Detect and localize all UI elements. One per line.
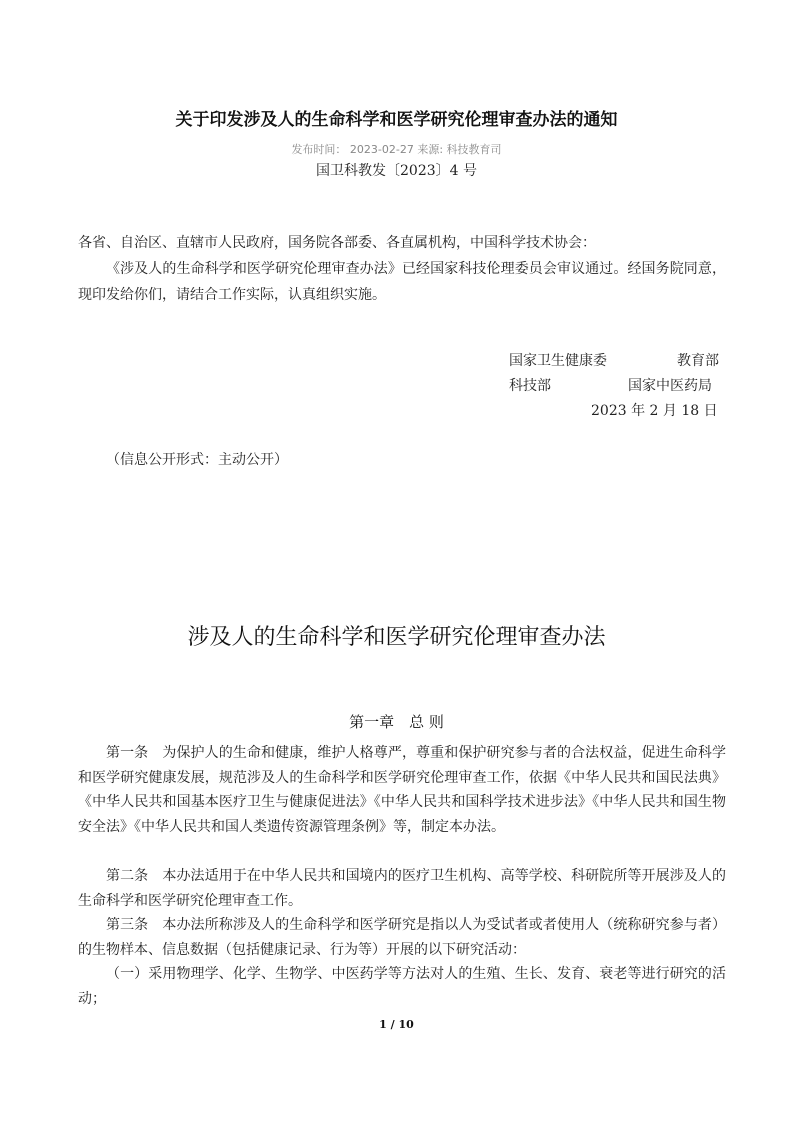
article-3-item-1: （一）采用物理学、化学、生物学、中医药学等方法对人的生殖、生长、发育、衰老等进行研究的活动； (78, 966, 726, 1007)
publish-meta: 发布时间： 2023-02-27 来源: 科技教育司 (291, 143, 502, 156)
document-number: 国卫科教发〔2023〕4 号 (316, 163, 477, 179)
issue-date: 2023 年 2 月 18 日 (591, 403, 718, 419)
recipients-line: 各省、自治区、直辖市人民政府，国务院各部委、各直属机构，中国科学技术协会： (78, 235, 596, 251)
page-number: 1 / 10 (379, 1018, 414, 1031)
issuer-most: 科技部 (509, 378, 551, 394)
regulation-title: 涉及人的生命科学和医学研究伦理审查办法 (187, 625, 606, 650)
article-1: 第一条 为保护人的生命和健康，维护人格尊严，尊重和保护研究参与者的合法权益，促进生命科学和医学研究健康发展，规范涉及人的生命科学和医学研究伦理审查工作，依据《中华人民共和国民法典》《中华人民共和国基本医疗卫生与健康促进法》《中华人民共和国科学技术进步法》《中华人民共和国生物安全法》《中华人民共和国人类遗传资源管理条例》等，制定本办法。 (78, 745, 726, 835)
notice-title: 关于印发涉及人的生命科学和医学研究伦理审查办法的通知 (175, 110, 618, 130)
issuer-moe: 教育部 (677, 353, 719, 369)
chapter-heading: 第一章 总 则 (349, 713, 444, 731)
notice-body: 《涉及人的生命科学和医学研究伦理审查办法》已经国家科技伦理委员会审议通过。经国务院同意，现印发给你们，请结合工作实际，认真组织实施。 (78, 261, 726, 303)
article-3: 第三条 本办法所称涉及人的生命科学和医学研究是指以人为受试者或者使用人（统称研究参与者）的生物样本、信息数据（包括健康记录、行为等）开展的以下研究活动： (78, 917, 726, 958)
article-2: 第二条 本办法适用于在中华人民共和国境内的医疗卫生机构、高等学校、科研院所等开展涉及人的生命科学和医学研究伦理审查工作。 (78, 868, 726, 909)
issuer-natcm: 国家中医药局 (628, 378, 712, 394)
disclosure-note: （信息公开形式：主动公开） (106, 452, 288, 468)
issuer-nhc: 国家卫生健康委 (509, 353, 607, 369)
